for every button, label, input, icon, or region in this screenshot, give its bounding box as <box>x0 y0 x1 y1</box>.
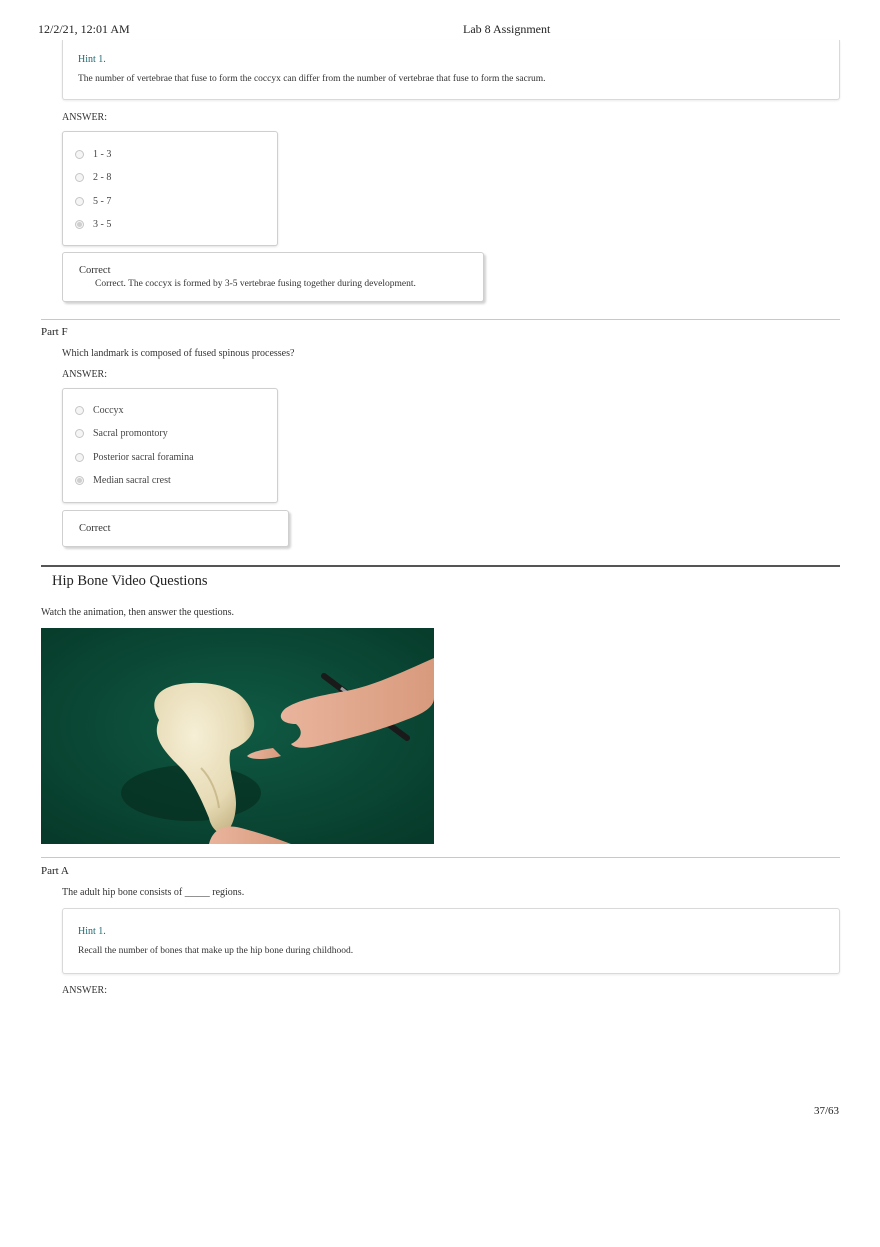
feedback-title: Correct <box>79 523 111 534</box>
choice-label: Median sacral crest <box>93 474 171 486</box>
hint-title[interactable]: Hint 1. <box>78 54 106 65</box>
choice-label: Sacral promontory <box>93 427 168 439</box>
feedback-text: Correct. The coccyx is formed by 3-5 vertebrae fusing together during development. <box>95 279 416 289</box>
section-title: Hip Bone Video Questions <box>52 573 208 589</box>
radio-button[interactable] <box>75 406 84 415</box>
choice-option-selected[interactable] <box>75 216 111 232</box>
choice-label: Coccyx <box>93 404 124 416</box>
part-f-label: Part F <box>41 326 68 338</box>
radio-button[interactable] <box>75 173 84 182</box>
section-divider <box>41 565 840 567</box>
answer-label: ANSWER: <box>62 112 107 123</box>
radio-button[interactable] <box>75 453 84 462</box>
radio-button[interactable] <box>75 197 84 206</box>
choice-option-selected[interactable] <box>75 472 171 488</box>
feedback-box <box>62 252 484 302</box>
choice-label: 3 - 5 <box>93 218 112 230</box>
hint-text: The number of vertebrae that fuse to form the coccyx can differ from the number of vertebrae that fuse to form the sacrum. <box>78 74 546 84</box>
feedback-box <box>62 510 289 547</box>
choice-option[interactable] <box>75 193 111 209</box>
part-a-label: Part A <box>41 865 69 877</box>
hint-box <box>62 40 840 100</box>
answer-choices <box>62 388 278 503</box>
radio-button[interactable] <box>75 150 84 159</box>
choice-option[interactable] <box>75 146 111 162</box>
hint-box <box>62 908 840 974</box>
hip-bone-video-frame-icon <box>41 628 434 844</box>
divider <box>41 319 840 320</box>
answer-label: ANSWER: <box>62 369 107 380</box>
choice-label: 2 - 8 <box>93 171 112 183</box>
choice-label: Posterior sacral foramina <box>93 451 194 463</box>
video-player[interactable] <box>41 628 434 844</box>
hint-title[interactable]: Hint 1. <box>78 926 106 937</box>
radio-button-selected[interactable] <box>75 220 84 229</box>
divider <box>41 857 840 858</box>
choice-option[interactable] <box>75 169 111 185</box>
radio-button-selected[interactable] <box>75 476 84 485</box>
question-text: The adult hip bone consists of _____ regions. <box>62 887 245 898</box>
section-instructions: Watch the animation, then answer the questions. <box>41 607 235 618</box>
page-number: 37/63 <box>814 1105 840 1117</box>
print-page-title: Lab 8 Assignment <box>463 22 551 36</box>
feedback-title: Correct <box>79 265 111 276</box>
answer-choices <box>62 131 278 246</box>
answer-label: ANSWER: <box>62 985 107 996</box>
choice-option[interactable] <box>75 425 168 441</box>
choice-option[interactable] <box>75 402 124 418</box>
choice-option[interactable] <box>75 449 194 465</box>
choice-label: 1 - 3 <box>93 148 112 160</box>
hint-text: Recall the number of bones that make up the hip bone during childhood. <box>78 946 354 956</box>
print-datetime: 12/2/21, 12:01 AM <box>38 22 130 36</box>
choice-label: 5 - 7 <box>93 195 112 207</box>
question-text: Which landmark is composed of fused spinous processes? <box>62 348 295 359</box>
radio-button[interactable] <box>75 429 84 438</box>
